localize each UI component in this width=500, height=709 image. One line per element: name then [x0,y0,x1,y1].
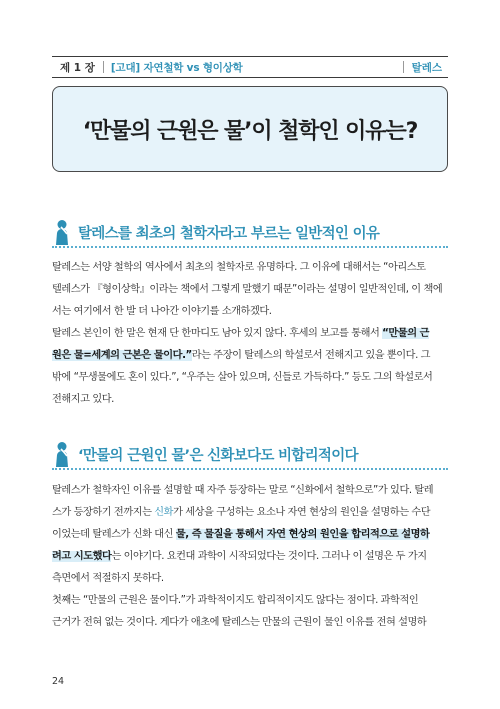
text-run: 탈레스 본인이 한 말은 현재 단 한마디도 남아 있지 않다. 후세의 보고를 통해서 [52,328,383,339]
text-run: 전해지고 있다. [52,394,114,405]
body-text-line [52,616,448,630]
text-run: 가 세상을 구성하는 요소나 자연 현상의 원인을 설명하는 수단 [173,507,431,518]
body-text-line [52,371,448,385]
page-title: ‘만물의 근원은 물’이 철학인 이유는? [82,118,418,144]
body-text-line [52,594,448,608]
emphasis-text: 신화 [154,507,174,518]
header-divider [403,61,404,73]
body-text-line [52,572,448,586]
thinker-icon [52,441,72,467]
text-run: 첫째는 “만물의 근원은 물이다.”가 과학적이지도 합리적이지도 않다는 점이다. 과학적인 [52,595,419,606]
body-text-line [52,305,448,319]
page-number: 24 [52,676,65,687]
chapter-person: 탈레스 [411,61,442,74]
text-run: 서는 여기에서 한 발 더 나아간 이야기를 소개하겠다. [52,306,272,317]
chapter-number: 제 1 장 [60,61,95,74]
text-run: 는 이야기다. 요컨대 과학이 시작되었다는 것이다. 그러나 이 설명은 두 가지 [111,551,427,562]
thinker-icon [52,219,72,245]
text-run: 이었는데 탈레스가 신화 대신 [52,529,176,540]
text-run: 근거가 전혀 없는 것이다. 게다가 애초에 탈레스는 만물의 근원이 물인 이유를 전혀 설명하 [52,617,427,628]
body-text-line [52,283,448,297]
highlighted-text: 원은 물=세계의 근본은 물이다.” [52,350,192,361]
body-text-line [52,484,448,498]
section-divider [52,246,448,248]
body-text-line [52,528,448,542]
body-text-line [52,261,448,275]
section-title: ‘만물의 근원인 물’은 신화보다도 비합리적이다 [78,447,358,464]
highlighted-text: 물, 즉 물질을 통해서 자연 현상의 원인을 합리적으로 설명하 [175,529,430,540]
highlighted-text: “만물의 근 [382,328,430,339]
title-box [52,86,448,172]
text-run: 밖에 “무생물에도 혼이 있다.”, “우주는 살아 있으며, 신들로 가득하다.” 등도 그의 학설로서 [52,372,433,383]
highlighted-text: 려고 시도했다 [52,551,112,562]
text-run: 스가 등장하기 전까지는 [52,507,155,518]
body-text-line [52,506,448,520]
section-heading-1 [52,218,448,246]
text-run: 텔레스가 『형이상학』이라는 책에서 그렇게 말했기 때문”이라는 설명이 일반적인데, 이 책에 [52,284,443,295]
header-divider [103,61,104,73]
text-run: 탈레스는 서양 철학의 역사에서 최초의 철학자로 유명하다. 그 이유에 대해서는 “아리스토 [52,262,426,273]
text-run: 탈레스가 철학자인 이유를 설명할 때 자주 등장하는 말로 “신화에서 철학으로”가 있다. 탈레 [52,485,434,496]
text-run: 라는 주장이 탈레스의 학설로서 전해지고 있을 뿐이다. 그 [191,350,431,361]
body-text-line [52,393,448,407]
chapter-title: [고대] 자연철학 vs 형이상학 [110,61,243,74]
text-run: 측면에서 적절하지 못하다. [52,573,164,584]
body-text-line [52,327,448,341]
section-heading-2 [52,440,448,468]
body-text-line [52,349,448,363]
chapter-header [52,56,448,78]
body-text-line [52,550,448,564]
section-divider [52,468,448,470]
section-title: 탈레스를 최초의 철학자라고 부르는 일반적인 이유 [78,225,380,242]
